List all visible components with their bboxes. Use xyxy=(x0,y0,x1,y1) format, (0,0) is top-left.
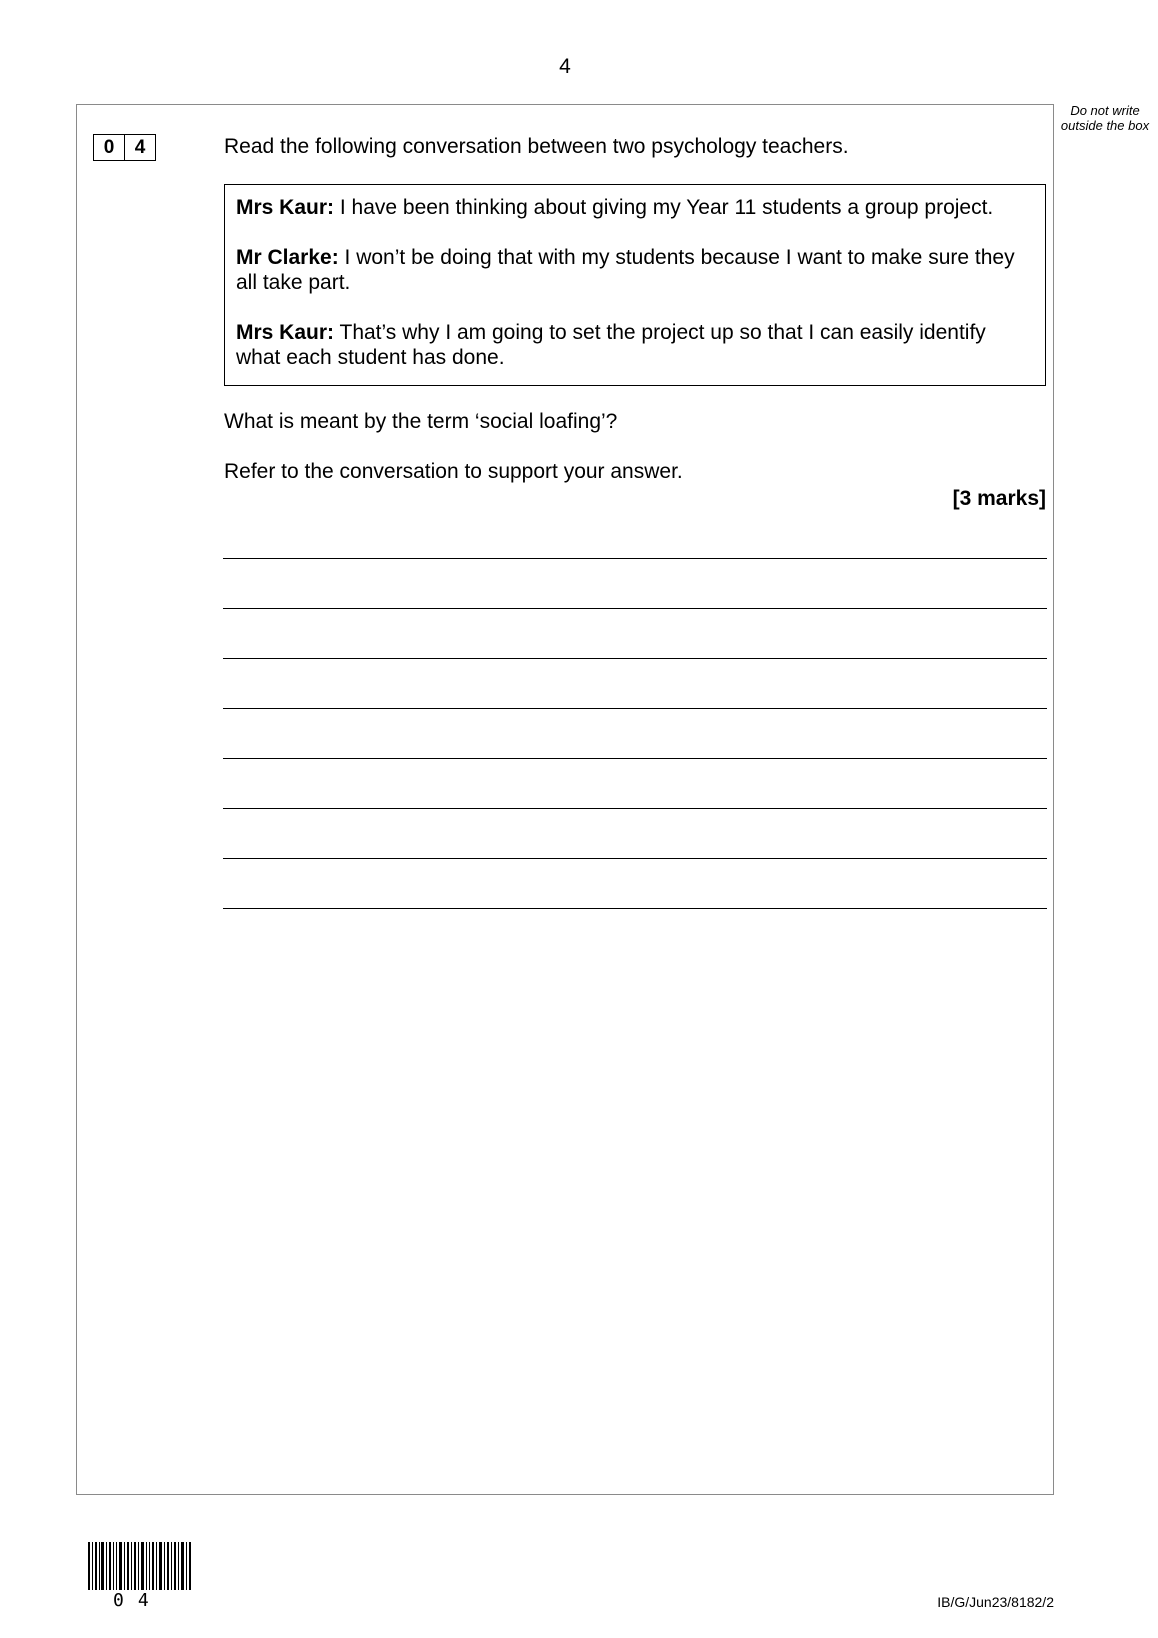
conversation-line xyxy=(236,195,1034,220)
question-prompt: What is meant by the term ‘social loafing’? xyxy=(224,410,618,433)
answer-line[interactable] xyxy=(223,858,1047,859)
question-intro: Read the following conversation between two psychology teachers. xyxy=(224,135,849,158)
paper-reference: IB/G/Jun23/8182/2 xyxy=(937,1594,1054,1610)
question-number-box xyxy=(93,134,156,161)
answer-line[interactable] xyxy=(223,808,1047,809)
page-number: 4 xyxy=(559,55,571,78)
speaker-name: Mr Clarke: xyxy=(236,246,339,269)
answer-line[interactable] xyxy=(223,908,1047,909)
conversation-text: I won’t be doing that with my students because I want to make sure they all take part. xyxy=(236,246,1015,294)
conversation-text: I have been thinking about giving my Year 11 students a group project. xyxy=(339,196,994,219)
barcode-digits: 04 xyxy=(113,1590,163,1611)
marks-label: [3 marks] xyxy=(952,487,1046,510)
conversation-line xyxy=(236,245,1034,295)
answer-line[interactable] xyxy=(223,558,1047,559)
answer-line[interactable] xyxy=(223,658,1047,659)
question-instruction: Refer to the conversation to support your answer. xyxy=(224,460,683,483)
barcode-icon xyxy=(88,1542,192,1590)
question-number-digit: 4 xyxy=(124,135,155,160)
conversation-line xyxy=(236,320,1034,370)
answer-line[interactable] xyxy=(223,708,1047,709)
question-number-digit: 0 xyxy=(103,137,115,158)
speaker-name: Mrs Kaur: xyxy=(236,196,335,219)
margin-note: Do not write outside the box xyxy=(1060,103,1150,133)
speaker-name: Mrs Kaur: xyxy=(236,321,335,344)
answer-line[interactable] xyxy=(223,608,1047,609)
conversation-text: That’s why I am going to set the project up so that I can easily identify what each student has done. xyxy=(236,321,986,369)
answer-line[interactable] xyxy=(223,758,1047,759)
conversation-box xyxy=(224,184,1046,386)
